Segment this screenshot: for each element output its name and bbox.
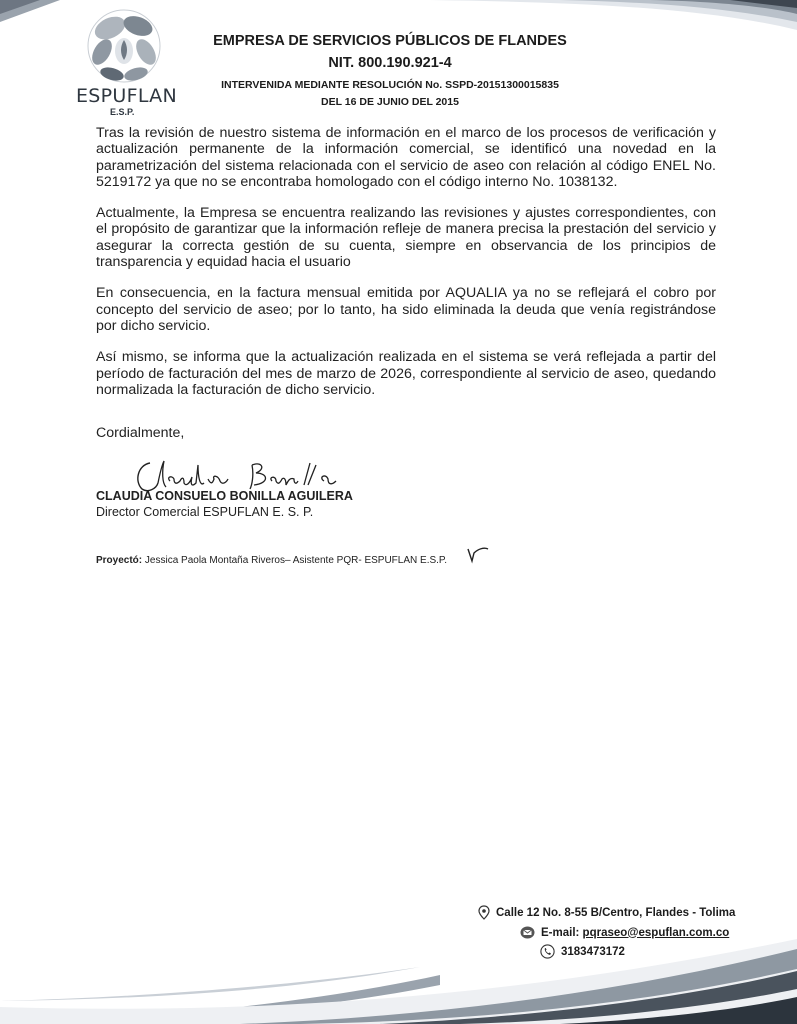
closing: Cordialmente, [96, 425, 185, 441]
paragraph: Tras la revisión de nuestro sistema de información en el marco de los procesos de verificación y actualización permanente de la información comercial, se identificó una novedad en la parametrización del sistema relacionada con el servicio de aseo con relación al código ENEL No. 5219172 ya que no se encontraba homologado con el código interno No. 1038132. [96, 125, 716, 190]
handwritten-initials [466, 545, 490, 565]
intervention-resolution: INTERVENIDA MEDIANTE RESOLUCIÓN No. SSPD-20151300015835 [221, 79, 559, 91]
location-pin-icon [478, 905, 490, 920]
phone-icon [540, 944, 555, 959]
footer-address [478, 905, 735, 920]
address-text: Calle 12 No. 8-55 B/Centro, Flandes - Tolima [496, 906, 736, 919]
paragraph: Actualmente, la Empresa se encuentra realizando las revisiones y ajustes correspondientes, con el propósito de garantizar que la información refleje de manera precisa la prestación del servicio y asegurar la correcta gestión de su cuenta, siempre en observancia de los principios de transparencia y equidad hacia el usuario [96, 205, 716, 271]
paragraph: En consecuencia, en la factura mensual emitida por AQUALIA ya no se reflejará el cobro por concepto del servicio de aseo; por lo tanto, ha sido eliminada la deuda que venía registrándose por dicho servicio. [96, 285, 716, 334]
paragraph: Así mismo, se informa que la actualización realizada en el sistema se verá reflejada a partir del período de facturación del mes de marzo de 2026, correspondiente al servicio de aseo, quedando normalizada la facturación de dicho servicio. [96, 349, 716, 398]
logo-name: ESPUFLAN [76, 85, 177, 107]
email-icon [520, 926, 535, 939]
email-link[interactable]: pqraseo@espuflan.com.co [582, 926, 730, 939]
phone-text: 3183473172 [561, 945, 625, 958]
logo-sub: E.S.P. [110, 107, 135, 117]
signer-role: Director Comercial ESPUFLAN E. S. P. [96, 505, 314, 519]
espuflan-logo [76, 6, 177, 117]
email-label: E-mail: [541, 926, 580, 939]
proyecto-label: Proyectó: [96, 555, 143, 566]
footer-swoosh-decoration [0, 905, 797, 1024]
letter-body [96, 125, 716, 413]
footer-phone [540, 944, 625, 959]
signer-name: CLAUDIA CONSUELO BONILLA AGUILERA [96, 489, 353, 503]
proyecto-line [96, 555, 447, 566]
company-name: EMPRESA DE SERVICIOS PÚBLICOS DE FLANDES [213, 33, 567, 49]
resolution-date: DEL 16 DE JUNIO DEL 2015 [321, 96, 459, 108]
footer-email [520, 926, 729, 939]
company-nit: NIT. 800.190.921-4 [328, 55, 452, 71]
proyecto-text: Jessica Paola Montaña Riveros– Asistente PQR- ESPUFLAN E.S.P. [144, 555, 448, 566]
logo-leaves-icon [76, 6, 172, 88]
